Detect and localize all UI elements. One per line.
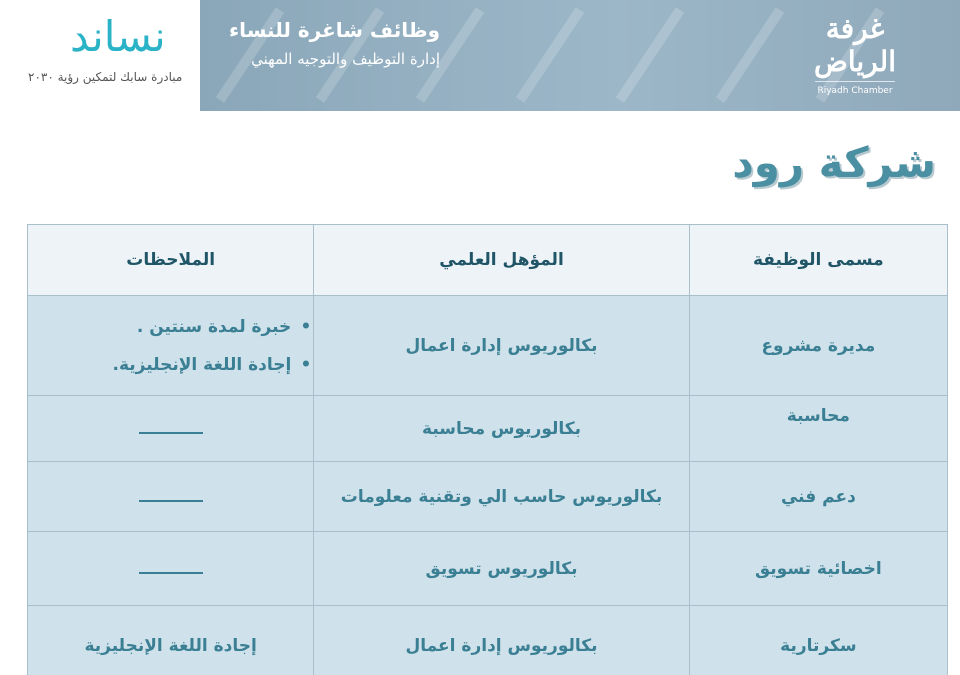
job-title-cell: محاسبة [689,396,947,462]
header [0,0,960,111]
notes-cell [28,296,314,396]
header-notes: الملاحظات [28,225,314,296]
header-banner [200,0,960,111]
empty-dash [139,500,203,502]
qualification-cell: بكالوريوس محاسبة [314,396,689,462]
chamber-divider [815,81,895,82]
table-row [28,396,948,462]
empty-dash [139,432,203,434]
nasand-tagline: مبادرة سابك لتمكين رؤية ٢٠٣٠ [28,70,183,84]
nasand-logo-word: نساند [70,12,166,61]
table-row [28,532,948,606]
header-job-title: مسمى الوظيفة [689,225,947,296]
job-title-cell: اخصائية تسويق [689,532,947,606]
banner-subtitle: إدارة التوظيف والتوجيه المهني [251,50,440,68]
qualification-cell: بكالوريوس حاسب الي وتقنية معلومات [314,462,689,532]
empty-dash [139,572,203,574]
table-header-row [28,225,948,296]
jobs-table [27,224,948,675]
list-item: • إجادة اللغة الإنجليزية. [28,346,291,384]
qualification-cell: بكالوريوس تسويق [314,532,689,606]
banner-title: وظائف شاغرة للنساء [228,18,440,42]
qualification-cell: بكالوريوس إدارة اعمال [314,606,689,675]
list-item: • خبرة لمدة سنتين . [28,308,291,346]
job-title-cell: مديرة مشروع [689,296,947,396]
notes-cell: إجادة اللغة الإنجليزية [28,606,314,675]
job-title-cell: دعم فني [689,462,947,532]
notes-list [28,308,313,384]
chamber-logo-english: Riyadh Chamber [817,86,893,96]
chamber-logo-arabic: غرفة الرياض [814,12,896,78]
table-row [28,606,948,675]
header-qualification: المؤهل العلمي [314,225,689,296]
company-title: شركة رود [732,138,936,187]
qualification-cell: بكالوريوس إدارة اعمال [314,296,689,396]
notes-cell [28,396,314,462]
notes-cell [28,532,314,606]
job-title-cell: سكرتارية [689,606,947,675]
table-row [28,462,948,532]
nasand-logo [0,0,200,111]
riyadh-chamber-logo [790,12,920,96]
notes-cell [28,462,314,532]
table-row [28,296,948,396]
